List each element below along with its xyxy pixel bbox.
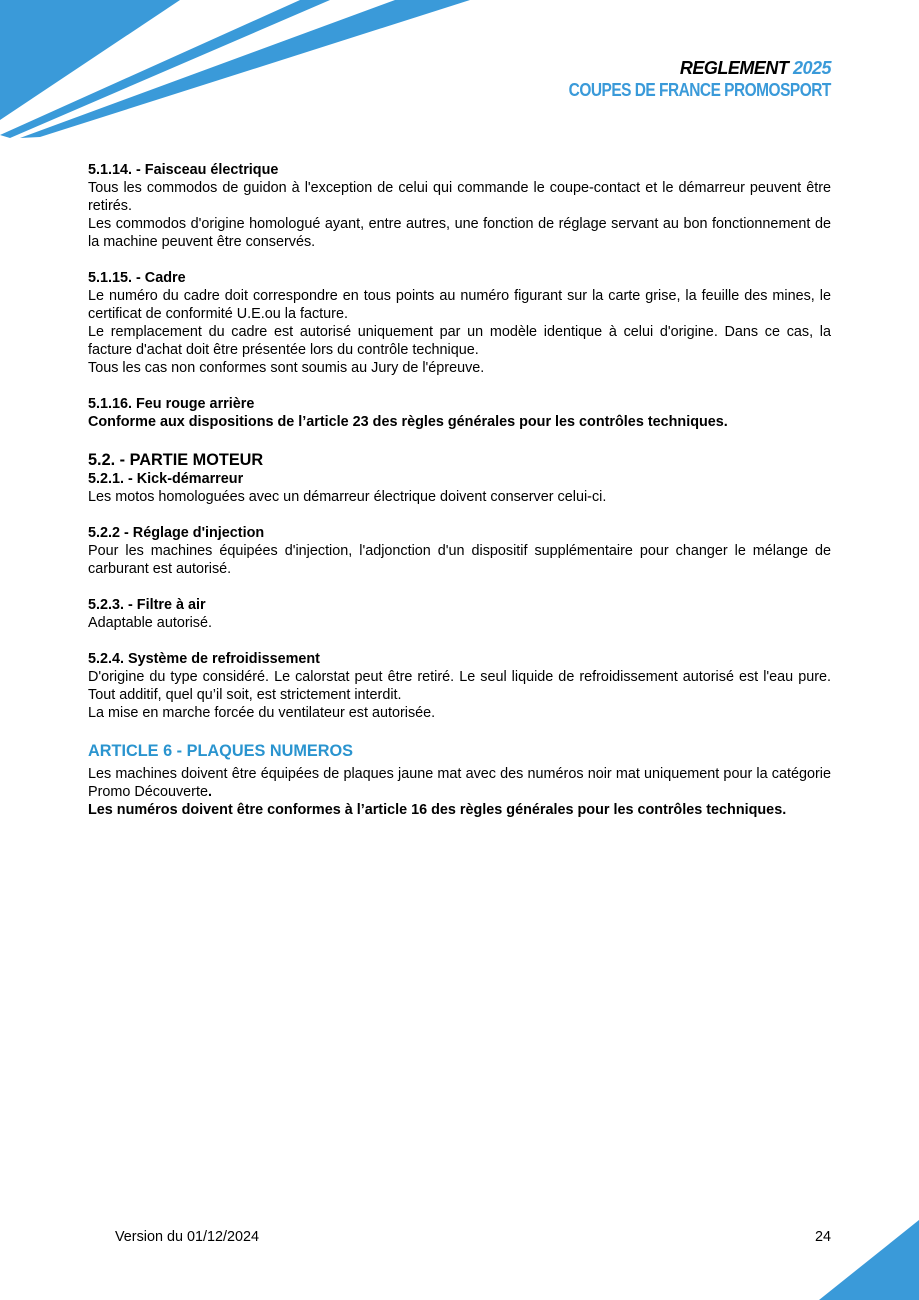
document-body: [88, 161, 831, 819]
footer-triangle-decoration: [819, 1220, 919, 1300]
article-6-paragraph-1-text: Les machines doivent être équipées de plaques jaune mat avec des numéros noir mat uniquement pour la catégorie Promo Découverte: [88, 766, 831, 800]
article-6-paragraph-1: [88, 765, 831, 801]
article-6-heading: ARTICLE 6 - PLAQUES NUMEROS: [88, 742, 354, 760]
section-5-2-1-paragraph-1: Les motos homologuées avec un démarreur électrique doivent conserver celui-ci.: [88, 489, 607, 505]
section-5-2-2-paragraph-1: Pour les machines équipées d'injection, l'adjonction d'un dispositif supplémentaire pour changer le mélange de carburant est autorisé.: [88, 543, 831, 577]
header-title-prefix: REGLEMENT: [679, 58, 789, 78]
header-subtitle: COUPES DE FRANCE PROMOSPORT: [568, 80, 831, 100]
section-5-2-3-paragraph-1: Adaptable autorisé.: [88, 615, 213, 631]
section-5-1-15-title: 5.1.15. - Cadre: [88, 270, 186, 286]
document-header: [526, 57, 831, 101]
section-5-1-14-paragraph-2: Les commodos d'origine homologué ayant, entre autres, une fonction de réglage servant au bon fonctionnement de la machine peuvent être conservés.: [88, 216, 831, 250]
section-5-1-16-title: 5.1.16. Feu rouge arrière: [88, 396, 255, 412]
section-5-2-4-title: 5.2.4. Système de refroidissement: [88, 651, 320, 667]
footer-version: Version du 01/12/2024: [115, 1229, 260, 1245]
section-5-2-4-paragraph-1: D'origine du type considéré. Le calorstat peut être retiré. Le seul liquide de refroidissement autorisé est l'eau pure. Tout additif, quel qu’il soit, est strictement interdit.: [88, 669, 831, 703]
article-6-paragraph-1-end: .: [207, 784, 212, 800]
section-5-2-2-title: 5.2.2 - Réglage d'injection: [88, 525, 265, 541]
section-5-2-3-title: 5.2.3. - Filtre à air: [88, 597, 206, 613]
section-5-1-15-paragraph-1: Le numéro du cadre doit correspondre en tous points au numéro figurant sur la carte grise, la feuille des mines, le certificat de conformité U.E.ou la facture.: [88, 288, 831, 322]
section-5-2-heading: 5.2. - PARTIE MOTEUR: [88, 451, 264, 469]
article-6-paragraph-2: Les numéros doivent être conformes à l’article 16 des règles générales pour les contrôles techniques.: [88, 802, 787, 818]
section-5-2-1-title: 5.2.1. - Kick-démarreur: [88, 471, 244, 487]
header-title-year: 2025: [792, 58, 831, 78]
section-5-1-14-paragraph-1: Tous les commodos de guidon à l'exception de celui qui commande le coupe-contact et le démarreur peuvent être retirés.: [88, 180, 831, 214]
section-5-1-15-paragraph-2: Le remplacement du cadre est autorisé uniquement par un modèle identique à celui d'origine. Dans ce cas, la facture d'achat doit être présentée lors du contrôle technique.: [88, 324, 831, 358]
section-5-1-14-title: 5.1.14. - Faisceau électrique: [88, 162, 279, 178]
section-5-2-4-paragraph-2: La mise en marche forcée du ventilateur est autorisée.: [88, 705, 436, 721]
footer-page-number: 24: [814, 1229, 831, 1245]
header-title: [526, 57, 831, 79]
header-stripes-decoration: [0, 0, 480, 145]
section-5-1-16-paragraph-1: Conforme aux dispositions de l’article 23 des règles générales pour les contrôles techniques.: [88, 414, 728, 430]
section-5-1-15-paragraph-3: Tous les cas non conformes sont soumis au Jury de l'épreuve.: [88, 360, 485, 376]
